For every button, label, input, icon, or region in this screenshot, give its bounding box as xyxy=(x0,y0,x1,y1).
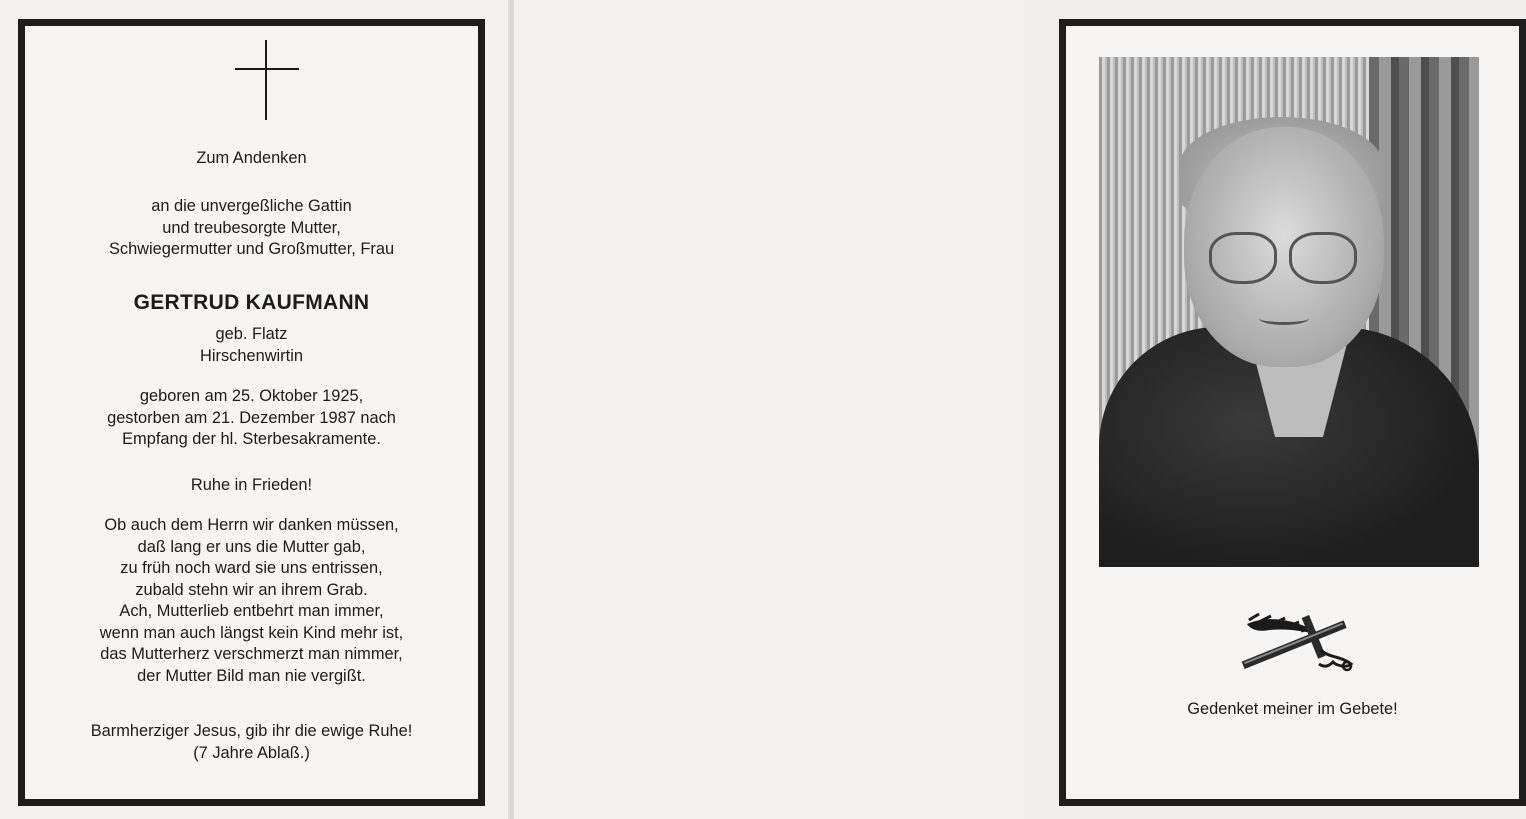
rest-in-peace: Ruhe in Frieden! xyxy=(190,476,313,494)
poem-line: Ach, Mutterlieb entbehrt man immer, xyxy=(119,602,384,620)
date-line: Empfang der hl. Sterbesakramente. xyxy=(122,430,381,448)
left-page xyxy=(0,0,510,819)
right-card-frame xyxy=(1059,19,1526,806)
prayer-line: Barmherziger Jesus, gib ihr die ewige Ruhe! xyxy=(90,722,413,740)
cross-palm-emblem-icon xyxy=(1229,606,1364,676)
dedication-line: und treubesorgte Mutter, xyxy=(162,218,341,237)
prayer xyxy=(25,721,478,764)
poem-line: Ob auch dem Herrn wir danken müssen, xyxy=(104,516,399,534)
poem-line: das Mutterherz verschmerzt man nimmer, xyxy=(100,645,403,663)
deceased-name: GERTRUD KAUFMANN xyxy=(133,291,370,314)
right-page xyxy=(514,0,1398,819)
portrait-photo xyxy=(1099,57,1479,564)
poem-line: der Mutter Bild man nie vergißt. xyxy=(137,666,366,685)
date-line: gestorben am 21. Dezember 1987 nach xyxy=(107,408,396,427)
poem xyxy=(25,515,478,687)
poem-line: zubald stehn wir an ihrem Grab. xyxy=(135,580,368,599)
poem-line: zu früh noch ward sie uns entrissen, xyxy=(120,559,383,577)
indulgence-line: (7 Jahre Ablaß.) xyxy=(193,743,310,762)
date-line: geboren am 25. Oktober 1925, xyxy=(139,387,364,405)
poem-line: wenn man auch längst kein Kind mehr ist, xyxy=(99,623,404,642)
dedication-line: Schwiegermutter und Großmutter, Frau xyxy=(108,240,395,258)
heading-text: Zum Andenken xyxy=(196,149,307,167)
heading xyxy=(25,148,478,170)
poem-line: daß lang er uns die Mutter gab, xyxy=(137,537,366,556)
occupation-line: Hirschenwirtin xyxy=(200,346,303,365)
maiden-line: geb. Flatz xyxy=(215,325,288,343)
cross-icon xyxy=(235,40,299,120)
left-card-frame xyxy=(18,19,485,806)
dedication xyxy=(25,196,478,261)
maiden-name xyxy=(25,324,478,367)
dedication-line: an die unvergeßliche Gattin xyxy=(151,197,352,215)
life-dates xyxy=(25,386,478,451)
prayer-caption: Gedenket meiner im Gebete! xyxy=(1187,700,1398,718)
